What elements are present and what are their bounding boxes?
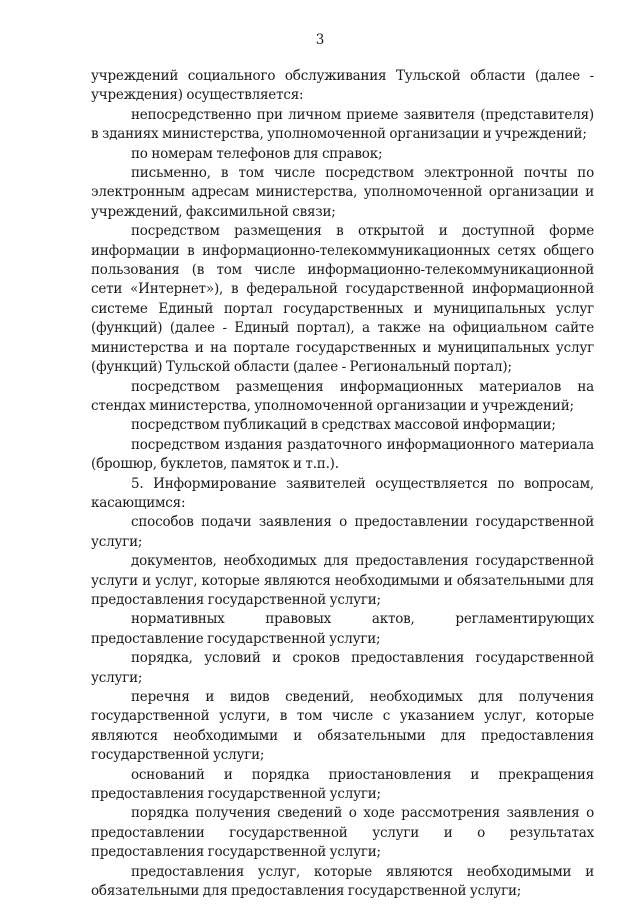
paragraph: посредством размещения в открытой и доступной форме информации в информационно-телекоммуникационных сетях общего пользования (в том числе информационно-телекоммуникационной сети «Интернет»), в федеральной государственной информационной системе Единый портал государственных и муниципальных услуг (функций) (далее - Единый портал), а также на официальном сайте министерства и на портале государственных и муниципальных услуг (функций) Тульской области (далее - Региональный портал); — [91, 223, 594, 376]
paragraph: непосредственно при личном приеме заявителя (представителя) в зданиях министерства, уполномоченной организации и учреждений; — [91, 106, 594, 143]
paragraph: посредством публикаций в средствах массовой информации; — [131, 417, 556, 434]
paragraph: порядка получения сведений о ходе рассмотрения заявления о предоставлении государственной услуги и о результатах предоставления государственной услуги; — [91, 805, 594, 861]
document-body — [91, 67, 594, 901]
paragraph: посредством издания раздаточного информационного материала (брошюр, буклетов, памяток и т.п.). — [91, 436, 594, 473]
paragraph: оснований и порядка приостановления и прекращения предоставления государственной услуги; — [91, 766, 594, 803]
paragraph: посредством размещения информационных материалов на стендах министерства, уполномоченной организации и учреждений; — [91, 378, 594, 414]
paragraph: нормативных правовых актов, регламентирующих предоставление государственной услуги; — [91, 611, 594, 647]
paragraph: перечня и видов сведений, необходимых для получения государственной услуги, в том числе с указанием услуг, которые являются необходимыми и обязательными для предоставления государственной услуги; — [91, 689, 594, 764]
paragraph: способов подачи заявления о предоставлении государственной услуги; — [91, 514, 594, 550]
paragraph: письменно, в том числе посредством электронной почты по электронным адресам министерства, уполномоченной организации и учреждений, факсимильной связи; — [91, 165, 594, 220]
paragraph: порядка, условий и сроков предоставления государственной услуги; — [91, 650, 594, 686]
paragraph-continuation: учреждений социального обслуживания Тульской области (далее - учреждения) осуществляется: — [91, 68, 594, 104]
paragraph: по номерам телефонов для справок; — [131, 145, 383, 162]
paragraph-numbered: 5. Информирование заявителей осуществляется по вопросам, касающимся: — [91, 475, 594, 511]
paragraph: документов, необходимых для предоставления государственной услуги и услуг, которые являются необходимыми и обязательными для предоставления государственной услуги; — [91, 553, 594, 608]
paragraph: предоставления услуг, которые являются необходимыми и обязательными для предоставления государственной услуги; — [91, 863, 594, 900]
page-number: 3 — [315, 32, 325, 48]
